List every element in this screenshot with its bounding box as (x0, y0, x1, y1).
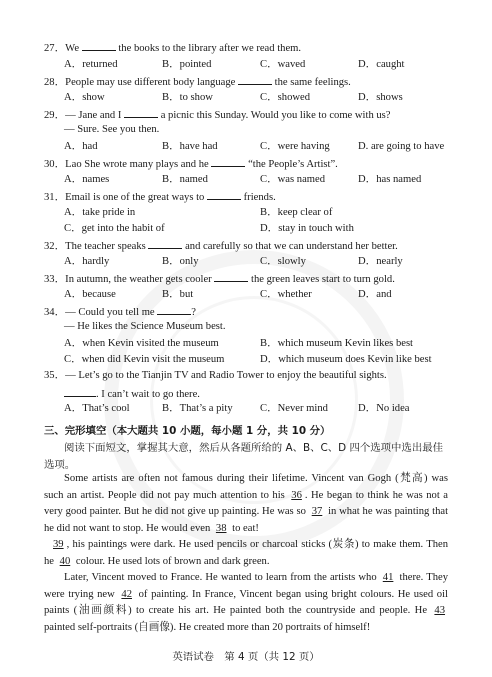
question-34-reply: — He likes the Science Museum best. (64, 321, 226, 332)
answer-blank (214, 271, 248, 282)
options-35: A．That’s cool B．That’s a pity C．Never mind D．No idea (64, 403, 410, 414)
question-31: 31．Email is one of the great ways to friends. (44, 189, 276, 205)
section-title: 三、完形填空（本大题共 10 小题，每小题 1 分，共 10 分） (44, 425, 331, 437)
options-31-row2: C．get into the habit of D．stay in touch with (64, 223, 354, 234)
page-footer: 英语试卷 第 4 页（共 12 页） (172, 651, 320, 663)
question-32: 32．The teacher speaks and carefully so that we can understand her better. (44, 238, 398, 254)
passage-paragraph-3: Later, Vincent moved to France. He wanted to learn from the artists who 41 there. They were trying new 42 of painting. In France, Vincent began using bright colours. He used oil paints (油画颜料) to create his art. He painted both the countryside and people. He 43 painted self-portraits (自画像). He created more than 20 portraits of himself! (44, 572, 449, 633)
options-34-row2: C．when did Kevin visit the museum D．which museum does Kevin like best (64, 354, 432, 365)
answer-blank (64, 386, 96, 397)
answer-blank (157, 304, 191, 315)
section-instruction-cont: 选项。 (44, 459, 76, 471)
answer-blank (82, 40, 116, 51)
question-34: 34．— Could you tell me ? (44, 304, 196, 320)
question-35-reply: . I can’t wait to go there. (64, 386, 200, 402)
answer-blank (211, 156, 245, 167)
question-33: 33．In autumn, the weather gets cooler the green leaves start to turn gold. (44, 271, 395, 287)
answer-blank (148, 238, 182, 249)
answer-blank (238, 74, 272, 85)
question-27: 27．We the books to the library after we read them. (44, 40, 301, 56)
passage-paragraph-2: 39 , his paintings were dark. He used pencils or charcoal sticks (炭条) to make them. Then he 40 colour. He used lots of brown and dark green. (44, 539, 448, 567)
options-32: A．hardly B．only C．slowly D．nearly (64, 256, 403, 267)
answer-blank (124, 107, 158, 118)
options-31-row1: A．take pride in B．keep clear of (64, 207, 333, 218)
blank-37: 37 (311, 506, 323, 518)
options-34-row1: A．when Kevin visited the museum B．which museum Kevin likes best (64, 338, 414, 349)
passage-paragraph-1: Some artists are often not famous during their lifetime. Vincent van Gogh (梵高) was such an artist. People did not pay much attention to his 36 . He began to think he was not a very good painter. But he did not give up painting. He was so 37 in what he was painting that he did not want to stop. He would even 38 to eat! (44, 473, 449, 534)
question-28: 28．People may use different body language the same feelings. (44, 74, 351, 90)
question-29-reply: — Sure. See you then. (64, 124, 160, 135)
section-instruction: 阅读下面短文，掌握其大意，然后从各题所给的 A、B、C、D 四个选项中选出最佳 (64, 442, 443, 454)
question-35: 35．— Let’s go to the Tianjin TV and Radio Tower to enjoy the beautiful sights. (44, 370, 387, 381)
blank-42: 42 (121, 588, 132, 600)
options-30: A．names B．named C．was named D．has named (64, 174, 422, 185)
options-29: A．had B．have had C．were having D. are going to have (64, 141, 445, 152)
question-30: 30．Lao She wrote many plays and he “the People’s Artist”. (44, 156, 338, 172)
blank-38: 38 (215, 522, 227, 534)
question-29: 29．— Jane and I a picnic this Sunday. Would you like to come with us? (44, 107, 391, 123)
blank-43: 43 (434, 605, 446, 617)
options-28: A．show B．to show C．showed D．shows (64, 92, 403, 103)
blank-41: 41 (382, 572, 394, 583)
blank-39: 39 (53, 539, 64, 550)
options-33: A．because B．but C．whether D．and (64, 289, 392, 300)
answer-blank (207, 189, 241, 200)
blank-40: 40 (59, 555, 71, 567)
blank-36: 36 (291, 489, 302, 501)
options-27: A．returned B．pointed C．waved D．caught (64, 59, 405, 70)
